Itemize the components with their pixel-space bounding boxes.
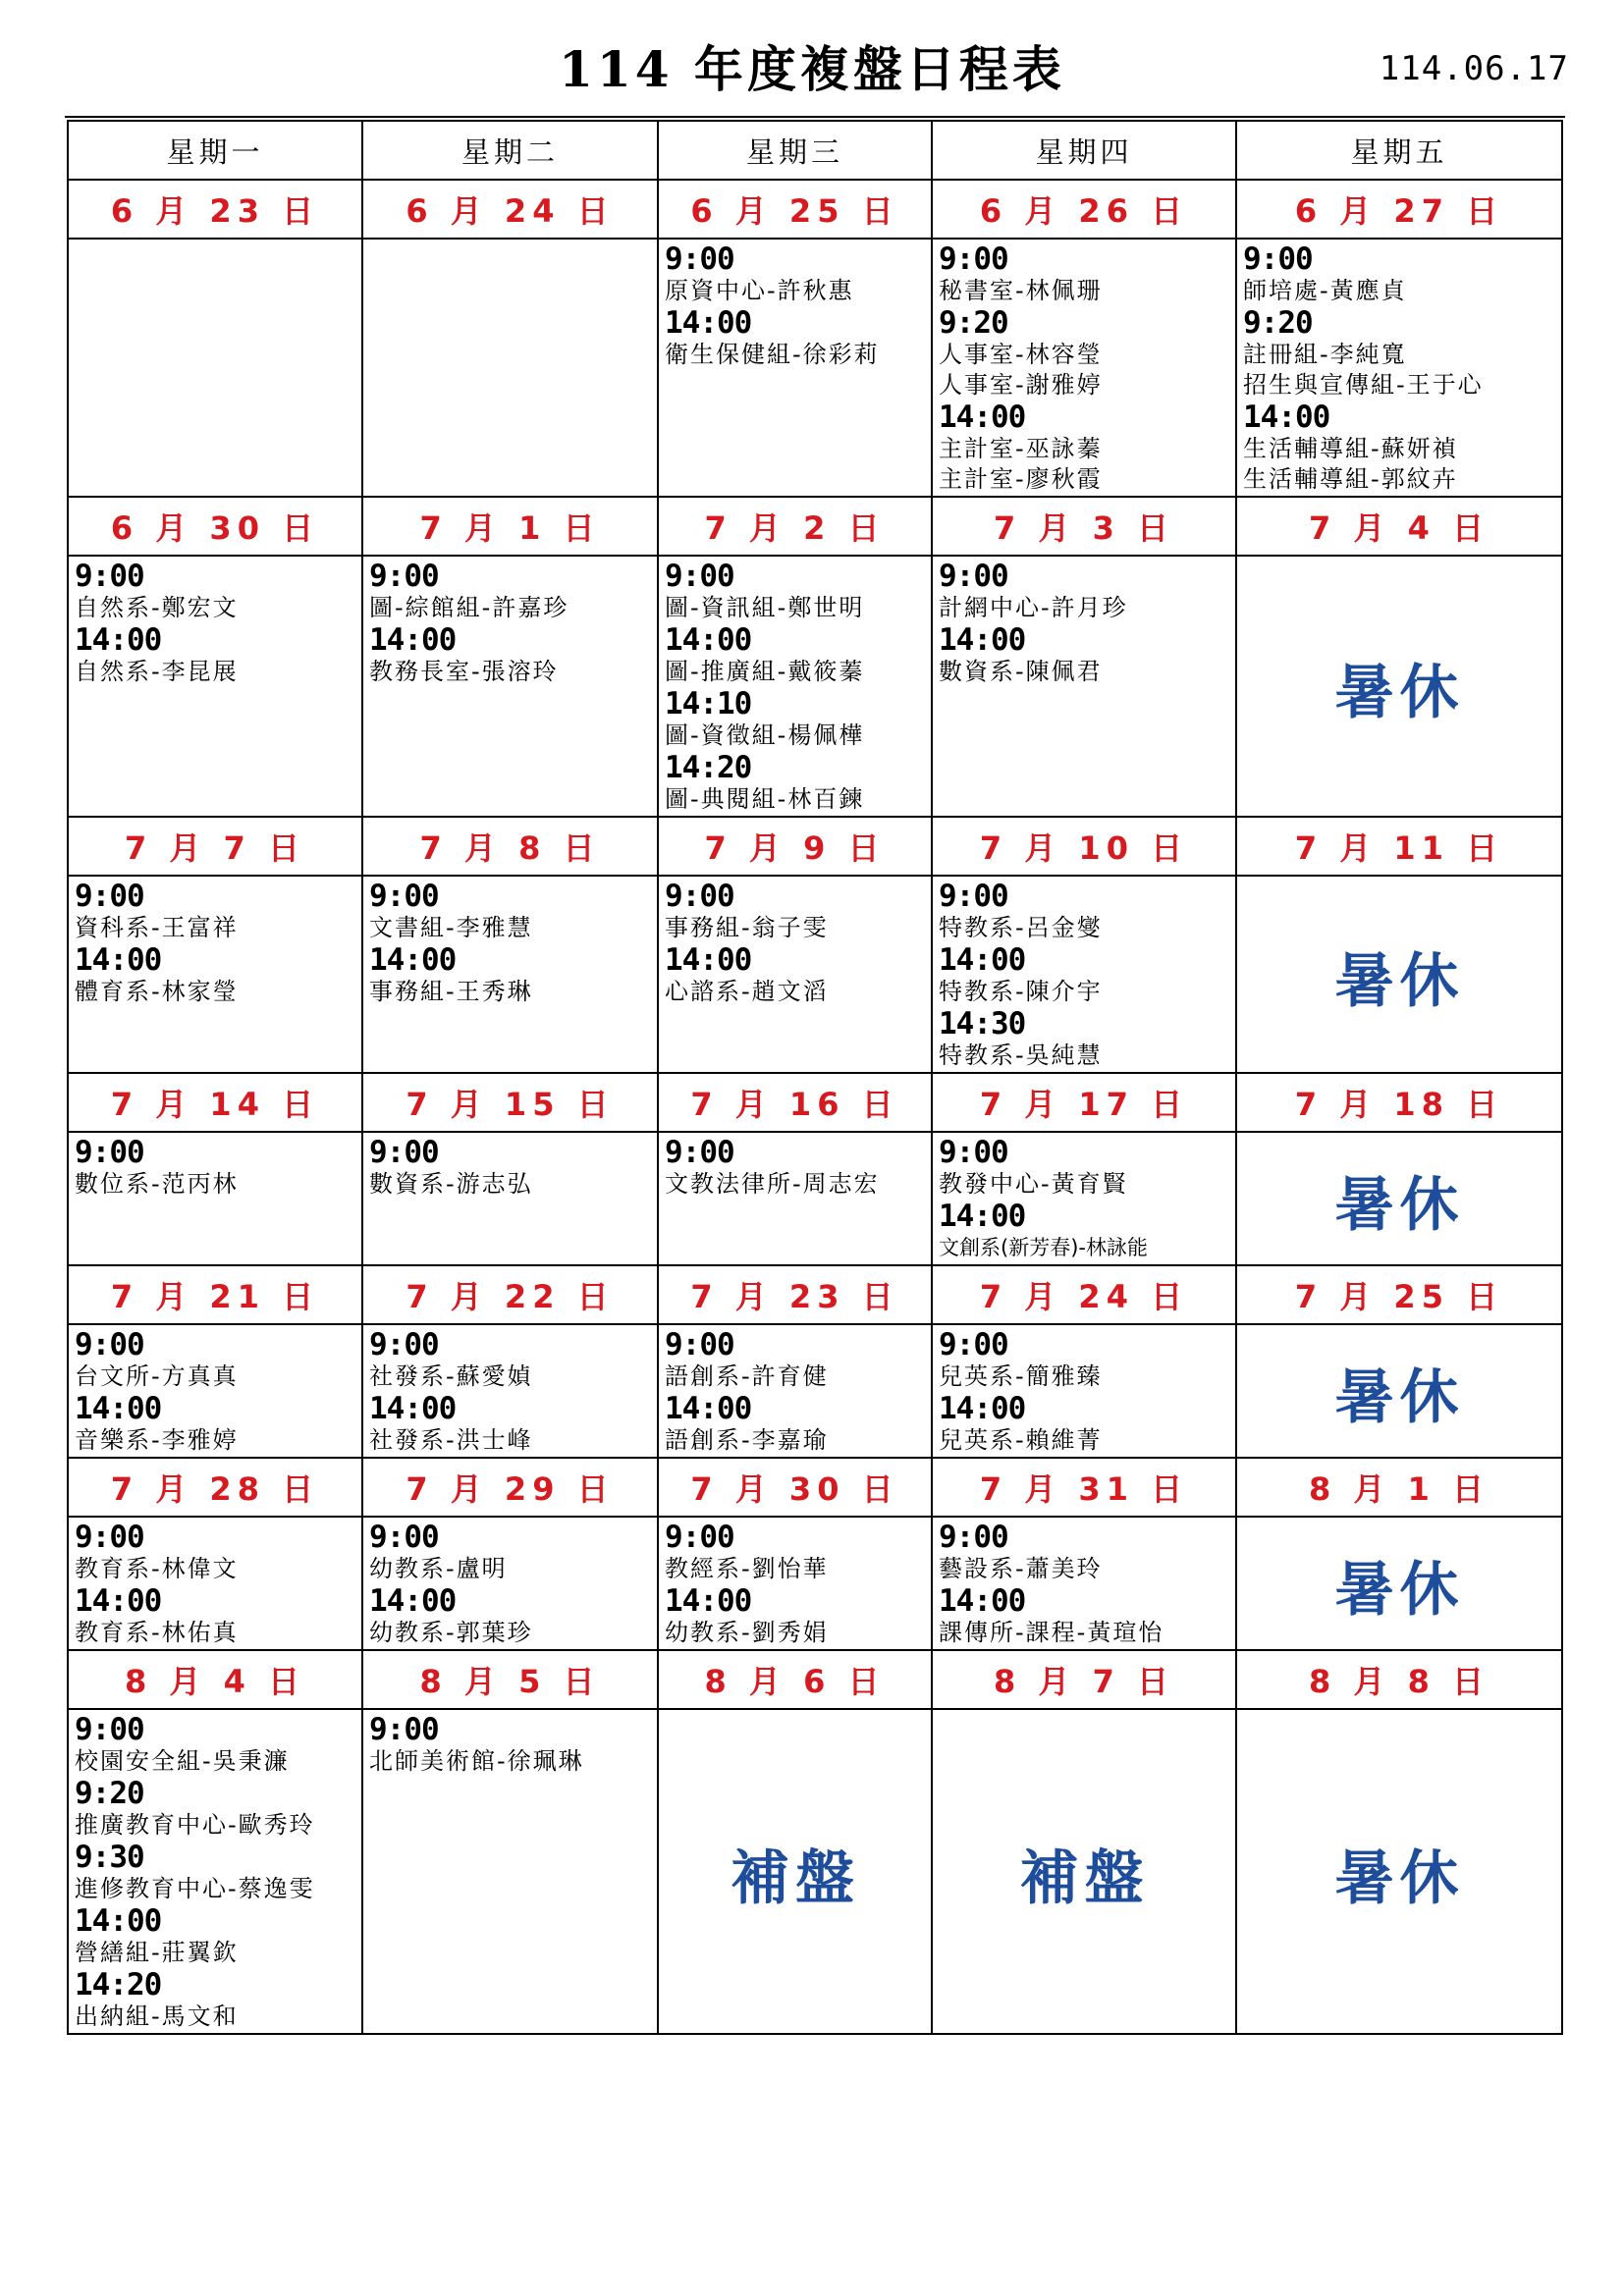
day-cell <box>932 1132 1236 1265</box>
slot-time: 9:00 <box>939 559 1008 594</box>
slot-attendee: 社發系-蘇愛媜 <box>369 1362 533 1390</box>
slot-time: 9:00 <box>665 241 734 277</box>
slot-attendee: 文創系(新芳春)-林詠能 <box>939 1236 1148 1259</box>
day-date: 7 月 3 日 <box>932 497 1236 556</box>
slot-attendee: 幼教系-劉秀娟 <box>665 1619 829 1646</box>
day-cell <box>68 1324 362 1458</box>
day-cell <box>932 876 1236 1073</box>
slot-time: 9:00 <box>369 1520 439 1555</box>
slot-time: 14:00 <box>939 942 1026 978</box>
slot-time: 9:00 <box>665 879 734 914</box>
time-slot <box>75 1393 356 1456</box>
time-slot <box>75 1905 356 1968</box>
slot-attendee: 圖-綜館組-許嘉珍 <box>369 594 569 621</box>
slot-attendee: 出納組-馬文和 <box>75 2002 239 2030</box>
slot-time: 9:20 <box>1243 305 1313 341</box>
schedule-table <box>67 120 1563 2035</box>
slot-time: 9:00 <box>939 1327 1008 1362</box>
slot-attendee: 文書組-李雅慧 <box>369 914 533 941</box>
day-cell <box>1236 1709 1562 2034</box>
day-cell <box>932 1324 1236 1458</box>
slot-time: 14:20 <box>665 750 752 785</box>
day-date: 6 月 30 日 <box>68 497 362 556</box>
time-slot <box>75 1329 356 1392</box>
time-slot <box>939 1201 1230 1263</box>
day-date: 7 月 7 日 <box>68 817 362 876</box>
slot-attendee: 教育系-林佑真 <box>75 1619 239 1646</box>
day-cell <box>1236 1324 1562 1458</box>
time-slot <box>939 1585 1230 1648</box>
day-cell <box>68 239 362 497</box>
slot-time: 9:00 <box>939 241 1008 277</box>
content-row <box>68 556 1562 817</box>
day-date: 7 月 16 日 <box>658 1073 932 1132</box>
slot-attendee: 主計室-巫詠蓁 <box>939 435 1103 462</box>
day-date: 7 月 31 日 <box>932 1458 1236 1517</box>
day-date: 7 月 22 日 <box>362 1265 658 1324</box>
weekday-header: 星期二 <box>362 121 658 180</box>
slot-time: 9:00 <box>369 879 439 914</box>
slot-attendee: 自然系-李昆展 <box>75 658 239 685</box>
time-slot <box>1243 401 1556 495</box>
slot-attendee: 營繕組-莊翼欽 <box>75 1939 239 1966</box>
date-row <box>68 497 1562 556</box>
time-slot <box>1243 307 1556 400</box>
slot-attendee: 圖-推廣組-戴筱蓁 <box>665 658 865 685</box>
schedule-body <box>68 180 1562 2034</box>
slot-time: 9:00 <box>369 1712 439 1747</box>
slot-attendee: 原資中心-許秋惠 <box>665 277 854 304</box>
slot-attendee: 計網中心-許月珍 <box>939 594 1128 621</box>
slot-attendee: 圖-資徵組-楊佩樺 <box>665 721 865 749</box>
slot-attendee: 進修教育中心-蔡逸雯 <box>75 1875 315 1902</box>
date-row <box>68 180 1562 239</box>
date-row <box>68 1650 1562 1709</box>
time-slot <box>665 561 926 623</box>
slot-time: 14:00 <box>939 1199 1026 1234</box>
slot-time: 9:20 <box>939 305 1008 341</box>
day-cell <box>68 556 362 817</box>
slot-attendee: 幼教系-郭葉珍 <box>369 1619 533 1646</box>
slot-time: 14:00 <box>75 942 162 978</box>
day-date: 7 月 14 日 <box>68 1073 362 1132</box>
slot-attendee: 師培處-黃應貞 <box>1243 277 1407 304</box>
date-row <box>68 817 1562 876</box>
day-date: 7 月 18 日 <box>1236 1073 1562 1132</box>
slot-time: 9:00 <box>75 559 144 594</box>
day-status-note: 暑休 <box>1334 1171 1465 1240</box>
slot-attendee: 藝設系-蕭美玲 <box>939 1555 1103 1582</box>
date-row <box>68 1458 1562 1517</box>
day-cell <box>932 556 1236 817</box>
slot-attendee: 語創系-許育健 <box>665 1362 829 1390</box>
slot-time: 9:00 <box>665 1135 734 1170</box>
time-slot <box>75 1522 356 1584</box>
date-row <box>68 1265 1562 1324</box>
slot-time: 14:00 <box>369 1391 457 1426</box>
day-date: 8 月 5 日 <box>362 1650 658 1709</box>
day-date: 7 月 11 日 <box>1236 817 1562 876</box>
time-slot <box>369 1329 652 1392</box>
day-cell <box>362 876 658 1073</box>
slot-time: 14:00 <box>665 1391 752 1426</box>
day-date: 7 月 29 日 <box>362 1458 658 1517</box>
day-status-note: 暑休 <box>1334 1843 1465 1913</box>
day-date: 7 月 25 日 <box>1236 1265 1562 1324</box>
slot-time: 9:20 <box>75 1776 144 1811</box>
time-slot <box>939 1522 1230 1584</box>
slot-time: 9:00 <box>665 559 734 594</box>
slot-time: 14:00 <box>939 1583 1026 1619</box>
slot-time: 9:00 <box>369 1327 439 1362</box>
day-cell <box>362 1709 658 2034</box>
weekday-header: 星期一 <box>68 121 362 180</box>
slot-attendee: 台文所-方真真 <box>75 1362 239 1390</box>
time-slot <box>665 688 926 751</box>
slot-attendee: 語創系-李嘉瑜 <box>665 1426 829 1454</box>
slot-attendee: 心諮系-趙文滔 <box>665 978 829 1005</box>
slot-time: 14:00 <box>665 942 752 978</box>
day-cell <box>362 556 658 817</box>
day-cell <box>68 876 362 1073</box>
slot-attendee: 教經系-劉怡華 <box>665 1555 829 1582</box>
slot-time: 9:00 <box>75 1712 144 1747</box>
slot-attendee: 兒英系-簡雅臻 <box>939 1362 1103 1390</box>
time-slot <box>75 1714 356 1777</box>
time-slot <box>665 243 926 306</box>
day-cell <box>362 239 658 497</box>
day-date: 7 月 15 日 <box>362 1073 658 1132</box>
day-date: 7 月 28 日 <box>68 1458 362 1517</box>
date-row <box>68 1073 1562 1132</box>
slot-time: 9:00 <box>75 1520 144 1555</box>
slot-time: 9:00 <box>75 1135 144 1170</box>
slot-time: 14:00 <box>939 1391 1026 1426</box>
time-slot <box>665 1137 926 1200</box>
day-cell <box>658 876 932 1073</box>
day-cell <box>362 1324 658 1458</box>
time-slot <box>369 624 652 687</box>
day-cell <box>932 1517 1236 1650</box>
time-slot <box>369 561 652 623</box>
slot-time: 14:20 <box>75 1967 162 2002</box>
time-slot <box>369 1585 652 1648</box>
day-status-note: 暑休 <box>1334 659 1465 727</box>
slot-attendee: 主計室-廖秋霞 <box>939 465 1103 493</box>
day-cell <box>68 1132 362 1265</box>
day-cell <box>68 1709 362 2034</box>
day-cell <box>658 1517 932 1650</box>
slot-time: 9:00 <box>75 879 144 914</box>
slot-attendee: 特教系-陳介宇 <box>939 978 1103 1005</box>
day-date: 8 月 1 日 <box>1236 1458 1562 1517</box>
day-date: 8 月 4 日 <box>68 1650 362 1709</box>
slot-attendee: 音樂系-李雅婷 <box>75 1426 239 1454</box>
slot-attendee: 人事室-林容瑩 <box>939 341 1103 368</box>
slot-time: 14:00 <box>939 400 1026 435</box>
time-slot <box>75 1778 356 1841</box>
day-status-note: 暑休 <box>1334 1556 1465 1625</box>
slot-time: 14:00 <box>75 1903 162 1939</box>
slot-attendee: 校園安全組-吳秉濂 <box>75 1747 290 1775</box>
slot-attendee: 教務長室-張溶玲 <box>369 658 559 685</box>
day-cell <box>658 239 932 497</box>
slot-time: 9:00 <box>1243 241 1313 277</box>
content-row <box>68 1132 1562 1265</box>
day-status-note: 暑休 <box>1334 946 1465 1016</box>
time-slot <box>939 307 1230 400</box>
time-slot <box>939 624 1230 687</box>
day-cell <box>362 1517 658 1650</box>
slot-time: 14:10 <box>665 686 752 721</box>
time-slot <box>665 1522 926 1584</box>
slot-attendee: 社發系-洪士峰 <box>369 1426 533 1454</box>
slot-time: 14:00 <box>665 305 752 341</box>
slot-attendee: 幼教系-盧明 <box>369 1555 508 1582</box>
slot-time: 14:00 <box>369 942 457 978</box>
slot-time: 9:00 <box>369 1135 439 1170</box>
content-row <box>68 876 1562 1073</box>
day-date: 7 月 10 日 <box>932 817 1236 876</box>
day-cell <box>658 556 932 817</box>
slot-attendee: 文教法律所-周志宏 <box>665 1170 880 1198</box>
time-slot <box>939 243 1230 306</box>
slot-time: 9:00 <box>939 879 1008 914</box>
time-slot <box>75 1585 356 1648</box>
content-row <box>68 1709 1562 2034</box>
time-slot <box>939 561 1230 623</box>
slot-time: 14:00 <box>939 622 1026 658</box>
time-slot <box>665 307 926 370</box>
day-status-note: 補盤 <box>731 1843 860 1913</box>
slot-attendee: 兒英系-賴維菁 <box>939 1426 1103 1454</box>
day-cell <box>1236 1132 1562 1265</box>
weekday-header: 星期五 <box>1236 121 1562 180</box>
day-date: 8 月 6 日 <box>658 1650 932 1709</box>
day-date: 7 月 9 日 <box>658 817 932 876</box>
time-slot <box>939 1393 1230 1456</box>
day-date: 7 月 8 日 <box>362 817 658 876</box>
day-date: 7 月 23 日 <box>658 1265 932 1324</box>
content-row <box>68 1517 1562 1650</box>
time-slot <box>75 624 356 687</box>
day-date: 7 月 17 日 <box>932 1073 1236 1132</box>
slot-attendee: 資科系-王富祥 <box>75 914 239 941</box>
day-date: 6 月 27 日 <box>1236 180 1562 239</box>
slot-time: 9:00 <box>75 1327 144 1362</box>
slot-attendee: 教育系-林偉文 <box>75 1555 239 1582</box>
content-row <box>68 1324 1562 1458</box>
day-cell <box>68 1517 362 1650</box>
slot-attendee: 特教系-吳純慧 <box>939 1041 1103 1069</box>
slot-attendee: 數資系-陳佩君 <box>939 658 1103 685</box>
slot-time: 14:00 <box>369 1583 457 1619</box>
slot-time: 14:00 <box>665 622 752 658</box>
day-cell <box>1236 556 1562 817</box>
day-date: 6 月 23 日 <box>68 180 362 239</box>
time-slot <box>369 881 652 943</box>
day-date: 7 月 21 日 <box>68 1265 362 1324</box>
time-slot <box>665 1329 926 1392</box>
slot-time: 14:00 <box>1243 400 1330 435</box>
slot-attendee: 衛生保健組-徐彩莉 <box>665 341 880 368</box>
slot-time: 14:00 <box>665 1583 752 1619</box>
time-slot <box>75 1842 356 1904</box>
slot-attendee: 教發中心-黃育賢 <box>939 1170 1128 1198</box>
time-slot <box>939 881 1230 943</box>
day-date: 7 月 24 日 <box>932 1265 1236 1324</box>
header-rule <box>65 116 1565 118</box>
slot-attendee: 秘書室-林佩珊 <box>939 277 1103 304</box>
slot-time: 9:00 <box>939 1135 1008 1170</box>
slot-time: 14:00 <box>75 1583 162 1619</box>
day-date: 7 月 2 日 <box>658 497 932 556</box>
time-slot <box>75 1969 356 2032</box>
slot-time: 9:00 <box>369 559 439 594</box>
slot-attendee: 事務組-翁子雯 <box>665 914 829 941</box>
time-slot <box>75 561 356 623</box>
slot-attendee: 數資系-游志弘 <box>369 1170 533 1198</box>
time-slot <box>75 1137 356 1200</box>
day-cell <box>658 1132 932 1265</box>
day-status-note: 暑休 <box>1334 1363 1465 1432</box>
slot-attendee: 人事室-謝雅婷 <box>939 371 1103 399</box>
day-cell <box>1236 876 1562 1073</box>
time-slot <box>939 944 1230 1007</box>
day-date: 6 月 25 日 <box>658 180 932 239</box>
time-slot <box>75 944 356 1007</box>
slot-attendee: 生活輔導組-郭紋卉 <box>1243 465 1458 493</box>
day-status-note: 補盤 <box>1019 1843 1150 1913</box>
time-slot <box>665 624 926 687</box>
slot-attendee: 數位系-范丙林 <box>75 1170 239 1198</box>
slot-time: 9:00 <box>665 1327 734 1362</box>
time-slot <box>369 1137 652 1200</box>
slot-attendee: 課傳所-課程-黃瑄怡 <box>939 1619 1164 1646</box>
time-slot <box>75 881 356 943</box>
time-slot <box>369 944 652 1007</box>
day-cell <box>932 239 1236 497</box>
time-slot <box>665 944 926 1007</box>
slot-attendee: 圖-資訊組-鄭世明 <box>665 594 865 621</box>
time-slot <box>939 1008 1230 1071</box>
slot-attendee: 推廣教育中心-歐秀玲 <box>75 1811 315 1839</box>
slot-attendee: 自然系-鄭宏文 <box>75 594 239 621</box>
weekday-header-row <box>68 121 1562 180</box>
time-slot <box>939 1137 1230 1200</box>
content-row <box>68 239 1562 497</box>
day-date: 6 月 26 日 <box>932 180 1236 239</box>
slot-time: 14:30 <box>939 1006 1026 1041</box>
weekday-header: 星期三 <box>658 121 932 180</box>
time-slot <box>369 1714 652 1777</box>
page-title: 114 年度複盤日程表 <box>559 40 1065 98</box>
day-date: 7 月 30 日 <box>658 1458 932 1517</box>
slot-attendee: 生活輔導組-蘇妍禎 <box>1243 435 1458 462</box>
slot-attendee: 北師美術館-徐珮琳 <box>369 1747 584 1775</box>
time-slot <box>665 881 926 943</box>
time-slot <box>665 752 926 815</box>
time-slot <box>665 1585 926 1648</box>
slot-time: 9:00 <box>665 1520 734 1555</box>
day-date: 8 月 8 日 <box>1236 1650 1562 1709</box>
slot-time: 14:00 <box>75 1391 162 1426</box>
slot-attendee: 註冊組-李純寬 <box>1243 341 1407 368</box>
day-cell <box>932 1709 1236 2034</box>
day-date: 6 月 24 日 <box>362 180 658 239</box>
slot-attendee: 圖-典閱組-林百鍊 <box>665 785 865 813</box>
day-cell <box>658 1709 932 2034</box>
time-slot <box>939 401 1230 495</box>
day-cell <box>658 1324 932 1458</box>
day-cell <box>1236 239 1562 497</box>
slot-attendee: 特教系-呂金燮 <box>939 914 1103 941</box>
day-cell <box>362 1132 658 1265</box>
document-date: 114.06.17 <box>1379 49 1569 88</box>
time-slot <box>665 1393 926 1456</box>
day-date: 8 月 7 日 <box>932 1650 1236 1709</box>
slot-time: 9:00 <box>939 1520 1008 1555</box>
slot-attendee: 體育系-林家瑩 <box>75 978 239 1005</box>
slot-attendee: 招生與宣傳組-王于心 <box>1243 371 1484 399</box>
slot-time: 9:30 <box>75 1840 144 1875</box>
day-date: 7 月 4 日 <box>1236 497 1562 556</box>
day-date: 7 月 1 日 <box>362 497 658 556</box>
day-cell <box>1236 1517 1562 1650</box>
slot-time: 14:00 <box>75 622 162 658</box>
time-slot <box>939 1329 1230 1392</box>
slot-time: 14:00 <box>369 622 457 658</box>
time-slot <box>369 1522 652 1584</box>
time-slot <box>369 1393 652 1456</box>
weekday-header: 星期四 <box>932 121 1236 180</box>
slot-attendee: 事務組-王秀琳 <box>369 978 533 1005</box>
time-slot <box>1243 243 1556 306</box>
